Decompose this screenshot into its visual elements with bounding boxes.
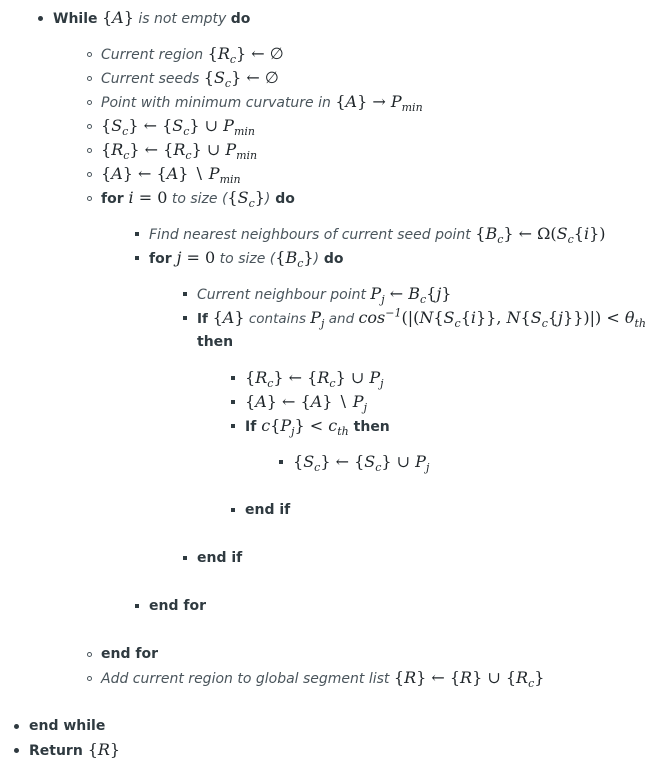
end-if-inner: end if: [245, 502, 291, 518]
bullet-dot: [14, 724, 19, 729]
bullet-circle: [87, 100, 92, 105]
set-difference-line: {A} ← {A} ∖ $P_{min}$: [101, 164, 241, 187]
bullet-circle: [87, 172, 92, 177]
if-curvature-line: If $c\{P_j\} < c_{th}$ then: [245, 416, 390, 439]
bullet-square: [279, 460, 283, 464]
bullet-square: [231, 400, 235, 404]
bullet-square: [135, 604, 139, 608]
bullet-circle: [87, 196, 92, 201]
bullet-circle: [87, 124, 92, 129]
while-line: While {A} is not empty do: [53, 8, 251, 27]
current-region-line: Current region $\{R_c\}$ ← ∅: [101, 44, 284, 67]
add-region-line: Add current region to global segment list {R} ← {R} ∪ $\{R_c\}$: [101, 668, 545, 691]
end-for-inner: end for: [149, 598, 206, 614]
seed-add-line: $\{S_c\}$ ← $\{S_c\}$ ∪ $P_j$: [293, 452, 430, 475]
current-seeds-line: Current seeds $\{S_c\}$ ← ∅: [101, 68, 279, 91]
for-i-line: for i = 0 to size $(\{S_c\})$ do: [101, 188, 295, 211]
if-contains-line: If {A} contains $P_j$ and $\cos^{-1}(|(N\{S_c\{i\}\}$, $N\{S_c\{j\}\})|) < \theta_{th}$: [197, 306, 646, 331]
remove-point-line: {A} ← {A} ∖ $P_j$: [245, 392, 367, 415]
bullet-square: [135, 232, 139, 236]
bullet-square: [231, 508, 235, 512]
bullet-square: [183, 316, 187, 320]
for-j-line: for j = 0 to size $(\{B_c\})$ do: [149, 248, 344, 271]
bullet-square: [135, 256, 139, 260]
bullet-circle: [87, 52, 92, 57]
find-neighbours-line: Find nearest neighbours of current seed point $\{B_c\}$ ← $\Omega(S_c\{i\})$: [149, 224, 606, 247]
region-add-line: $\{R_c\}$ ← $\{R_c\}$ ∪ $P_j$: [245, 368, 384, 391]
end-for-outer: end for: [101, 646, 158, 662]
end-if-outer: end if: [197, 550, 243, 566]
return-line: Return {R}: [29, 740, 121, 759]
bullet-square: [231, 424, 235, 428]
bullet-square: [231, 376, 235, 380]
bullet-square: [183, 556, 187, 560]
current-neighbour-line: Current neighbour point $P_j$ ← $B_c\{j\}$: [197, 284, 452, 307]
bullet-circle: [87, 652, 92, 657]
bullet-dot: [14, 748, 19, 753]
end-while-line: end while: [29, 718, 106, 734]
bullet-circle: [87, 676, 92, 681]
seeds-union-line: $\{S_c\}$ ← $\{S_c\}$ ∪ $P_{min}$: [101, 116, 255, 139]
bullet-circle: [87, 76, 92, 81]
while-keyword: While: [53, 11, 98, 27]
bullet-dot: [38, 16, 43, 21]
region-union-line: $\{R_c\}$ ← $\{R_c\}$ ∪ $P_{min}$: [101, 140, 258, 163]
bullet-circle: [87, 148, 92, 153]
bullet-square: [183, 292, 187, 296]
min-curvature-line: Point with minimum curvature in $\{A\} \to P_{min}$: [101, 92, 423, 115]
then-line: then: [197, 334, 234, 350]
